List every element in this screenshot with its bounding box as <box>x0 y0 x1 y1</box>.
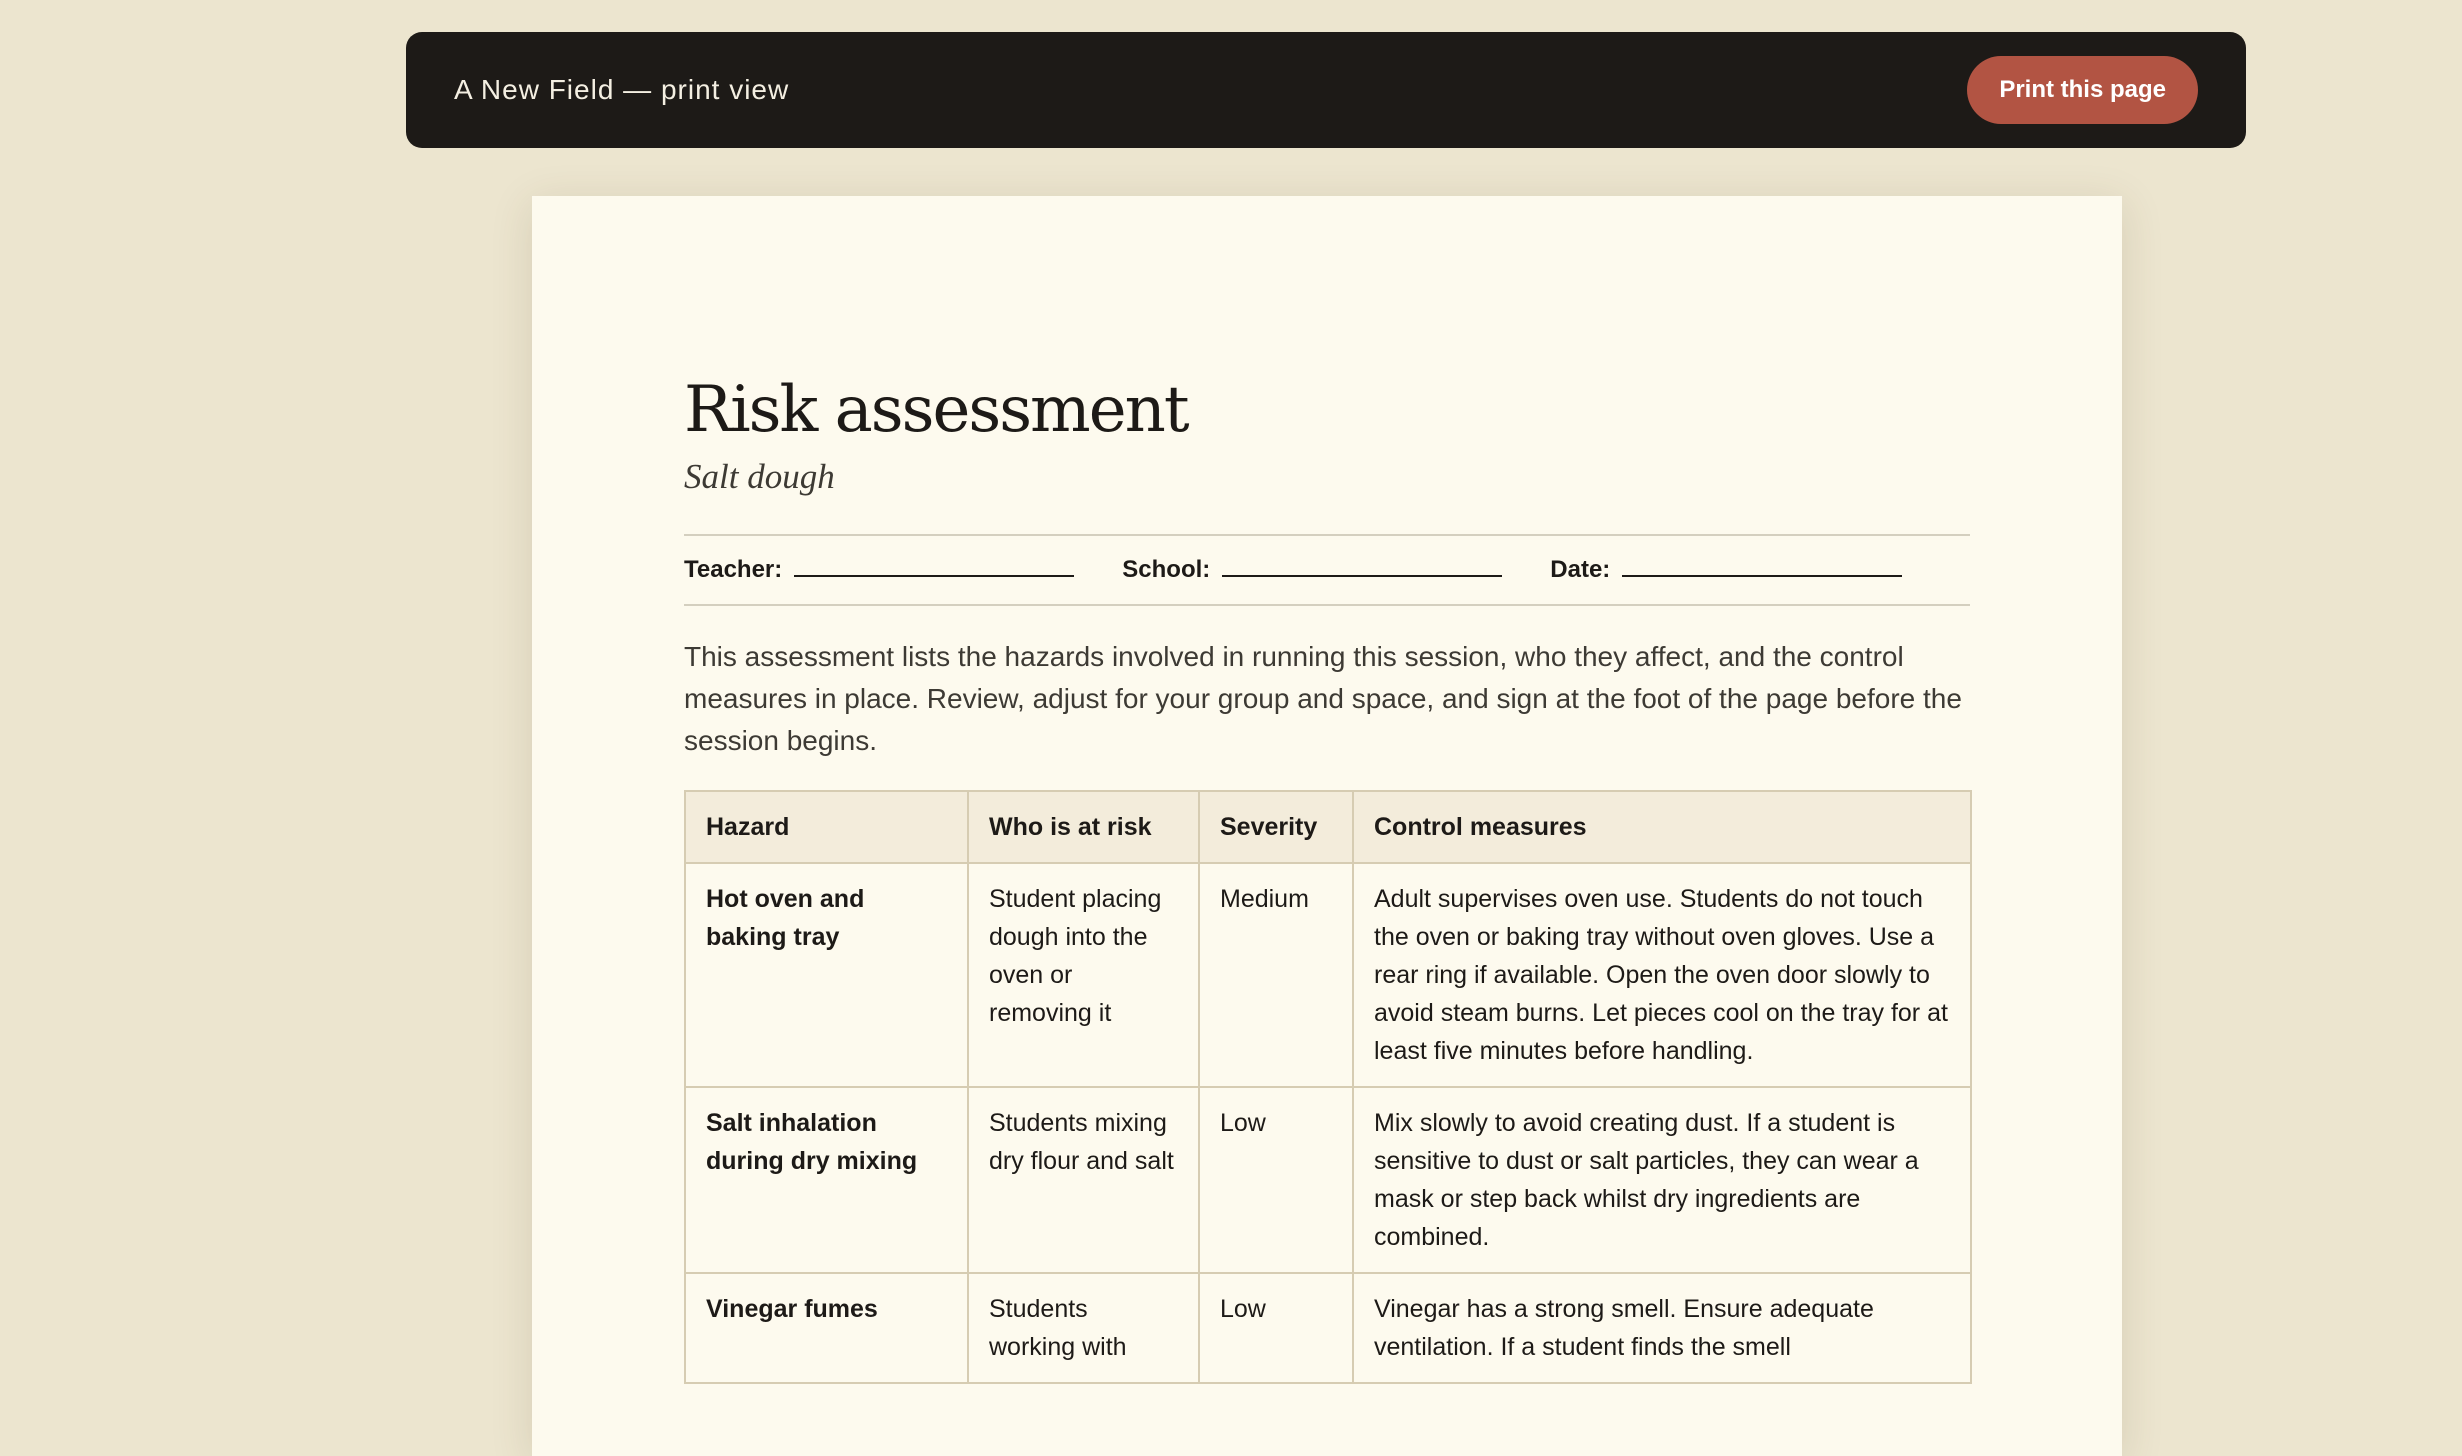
intro-paragraph: This assessment lists the hazards involved in running this session, who they affect, and the control measures in place. Review, adjust for your group and space, and sign at the foot of the page before the session begins. <box>684 641 1962 756</box>
document-content <box>684 372 1970 1384</box>
table-header-row <box>685 791 1971 863</box>
school-field <box>1122 556 1502 584</box>
teacher-field <box>684 556 1074 584</box>
document-page <box>532 196 2122 1456</box>
date-field <box>1550 556 1902 584</box>
page-subtitle: Salt dough <box>684 457 835 496</box>
table-row <box>685 863 1971 1087</box>
severity-cell: Low <box>1199 1087 1353 1273</box>
severity-cell: Medium <box>1199 863 1353 1087</box>
column-header-hazard: Hazard <box>685 791 968 863</box>
print-button[interactable]: Print this page <box>1967 56 2198 124</box>
who-cell: Student placing dough into the oven or removing it <box>968 863 1199 1087</box>
controls-cell: Vinegar has a strong smell. Ensure adequate ventilation. If a student finds the smell <box>1353 1273 1971 1383</box>
app-title: A New Field — print view <box>454 74 790 105</box>
column-header-controls: Control measures <box>1353 791 1971 863</box>
top-bar <box>406 32 2246 148</box>
hazard-cell: Salt inhalation during dry mixing <box>685 1087 968 1273</box>
table-row <box>685 1273 1971 1383</box>
severity-cell: Low <box>1199 1273 1353 1383</box>
school-blank-line <box>1222 559 1502 577</box>
controls-cell: Mix slowly to avoid creating dust. If a student is sensitive to dust or salt particles, they can wear a mask or step back whilst dry ingredients are combined. <box>1353 1087 1971 1273</box>
teacher-blank-line <box>794 559 1074 577</box>
column-header-who: Who is at risk <box>968 791 1199 863</box>
school-label: School: <box>1122 556 1211 583</box>
teacher-label: Teacher: <box>684 556 783 583</box>
table-row <box>685 1087 1971 1273</box>
date-blank-line <box>1622 559 1902 577</box>
controls-cell: Adult supervises oven use. Students do not touch the oven or baking tray without oven gloves. Use a rear ring if available. Open the oven door slowly to avoid steam burns. Let pieces cool on the tray for at least five minutes before handling. <box>1353 863 1971 1087</box>
column-header-severity: Severity <box>1199 791 1353 863</box>
page-title: Risk assessment <box>684 373 1188 447</box>
date-label: Date: <box>1550 556 1611 583</box>
hazard-cell: Hot oven and baking tray <box>685 863 968 1087</box>
who-cell: Students mixing dry flour and salt <box>968 1087 1199 1273</box>
header-fields <box>684 534 1970 606</box>
risk-table <box>684 790 1972 1384</box>
hazard-cell: Vinegar fumes <box>685 1273 968 1383</box>
who-cell: Students working with <box>968 1273 1199 1383</box>
